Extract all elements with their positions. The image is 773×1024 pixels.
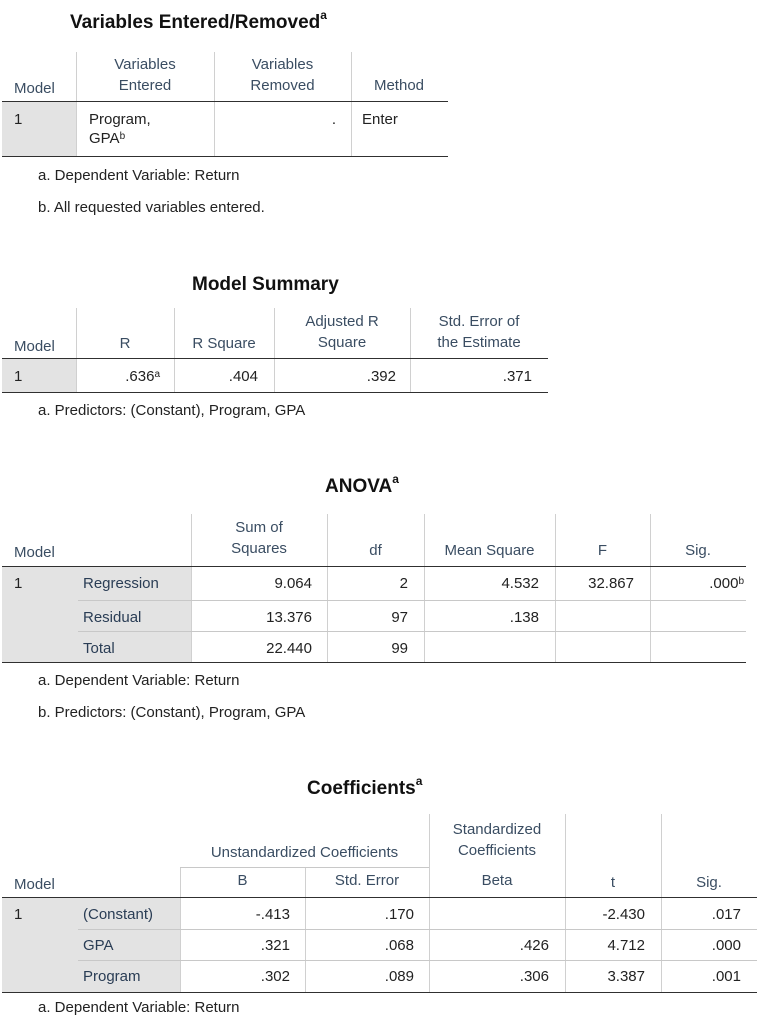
table-title	[70, 8, 327, 34]
sig-value: .001	[711, 968, 741, 985]
header-sig: Sig.	[696, 874, 722, 891]
beta-value: .306	[519, 968, 549, 985]
model-number: 1	[14, 906, 23, 923]
sum-of-squares-value: 13.376	[266, 609, 312, 626]
sig-value: .000	[711, 937, 741, 954]
cell-text: .000	[709, 575, 739, 592]
sig-value	[650, 574, 744, 594]
footnote: b. Predictors: (Constant), Program, GPA	[38, 704, 306, 721]
header-text: Std. Error of	[438, 313, 520, 330]
std-error-value: .068	[384, 937, 414, 954]
header-model: Model	[14, 80, 55, 97]
std-error-value: .170	[384, 906, 414, 923]
header-text: Removed	[250, 77, 315, 94]
header-std-error-estimate	[410, 311, 548, 353]
footnote-marker: b	[738, 576, 744, 587]
sum-of-squares-value: 9.064	[274, 575, 312, 592]
title-footnote-marker: a	[392, 472, 399, 486]
model-number: 1	[14, 575, 23, 592]
title-text: Variables Entered/Removed	[70, 12, 321, 33]
f-value: 32.867	[588, 575, 634, 592]
footnote: a. Dependent Variable: Return	[38, 999, 240, 1016]
table-title	[307, 774, 423, 800]
footnote: a. Predictors: (Constant), Program, GPA	[38, 402, 306, 419]
b-value: .321	[260, 937, 290, 954]
title-footnote-marker: a	[415, 774, 423, 788]
std-error-value: .371	[502, 368, 532, 385]
header-text: Variables	[114, 56, 176, 73]
header-mean-square: Mean Square	[444, 542, 535, 559]
beta-value: .426	[519, 937, 549, 954]
table-title	[325, 472, 399, 498]
model-number: 1	[14, 368, 23, 385]
adjusted-r-square-value: .392	[366, 368, 396, 385]
header-b: B	[237, 872, 248, 889]
cell-text: GPA	[89, 130, 120, 147]
header-sum-of-squares	[191, 517, 327, 559]
header-f: F	[597, 542, 608, 559]
mean-square-value: 4.532	[501, 575, 539, 592]
header-text: Adjusted R	[305, 313, 379, 330]
header-unstandardized-coefficients: Unstandardized Coefficients	[210, 844, 399, 861]
header-r: R	[119, 335, 131, 352]
header-text: Standardized	[452, 821, 542, 838]
footnote: a. Dependent Variable: Return	[38, 167, 240, 184]
header-variables-removed	[214, 54, 351, 96]
header-text: Variables	[251, 56, 314, 73]
header-df: df	[369, 542, 382, 559]
row-label: Total	[83, 640, 115, 657]
b-value: .302	[260, 968, 290, 985]
b-value: -.413	[255, 906, 290, 923]
sig-value: .017	[711, 906, 741, 923]
row-label: GPA	[83, 937, 114, 954]
header-adjusted-r-square	[274, 311, 410, 353]
row-label: (Constant)	[83, 906, 154, 923]
header-text: Squares	[231, 540, 287, 557]
mean-square-value: .138	[509, 609, 539, 626]
model-number: 1	[14, 111, 23, 128]
r-square-value: .404	[228, 368, 258, 385]
header-t: t	[610, 874, 616, 891]
title-text: Coefficients	[307, 778, 416, 799]
variables-removed-value: .	[331, 111, 336, 128]
footnote: a. Dependent Variable: Return	[38, 672, 240, 689]
row-label: Residual	[83, 609, 142, 626]
header-model: Model	[14, 544, 55, 561]
variables-entered-value	[89, 110, 151, 148]
header-beta: Beta	[481, 872, 513, 889]
header-variables-entered	[76, 54, 214, 96]
df-value: 97	[391, 609, 408, 626]
footnote: b. All requested variables entered.	[38, 199, 265, 216]
header-sig: Sig.	[685, 542, 711, 559]
header-std-error: Std. Error	[334, 872, 400, 889]
cell-text: Program,	[89, 111, 151, 128]
df-value: 99	[391, 640, 408, 657]
header-model: Model	[14, 338, 55, 355]
t-value: -2.430	[602, 906, 645, 923]
footnote-marker: a	[154, 369, 160, 380]
header-standardized-coefficients	[429, 819, 565, 861]
t-value: 3.387	[607, 968, 645, 985]
header-text: Coefficients	[457, 842, 537, 859]
header-text: Square	[317, 334, 367, 351]
sum-of-squares-value: 22.440	[266, 640, 312, 657]
header-text: Entered	[118, 77, 172, 94]
table-title: Model Summary	[192, 274, 339, 295]
row-label: Regression	[83, 575, 159, 592]
method-value: Enter	[362, 111, 398, 128]
title-footnote-marker: a	[320, 8, 327, 22]
header-model: Model	[14, 876, 55, 893]
header-r-square: R Square	[192, 335, 256, 352]
t-value: 4.712	[607, 937, 645, 954]
footnote-marker: b	[119, 131, 126, 142]
header-text: Sum of	[235, 519, 283, 536]
header-method: Method	[373, 77, 425, 94]
header-text: the Estimate	[437, 334, 521, 351]
row-label: Program	[83, 968, 141, 985]
title-text: ANOVA	[325, 476, 393, 497]
cell-text: .636	[125, 368, 155, 385]
r-value	[76, 367, 160, 387]
df-value: 2	[399, 575, 408, 592]
std-error-value: .089	[384, 968, 414, 985]
